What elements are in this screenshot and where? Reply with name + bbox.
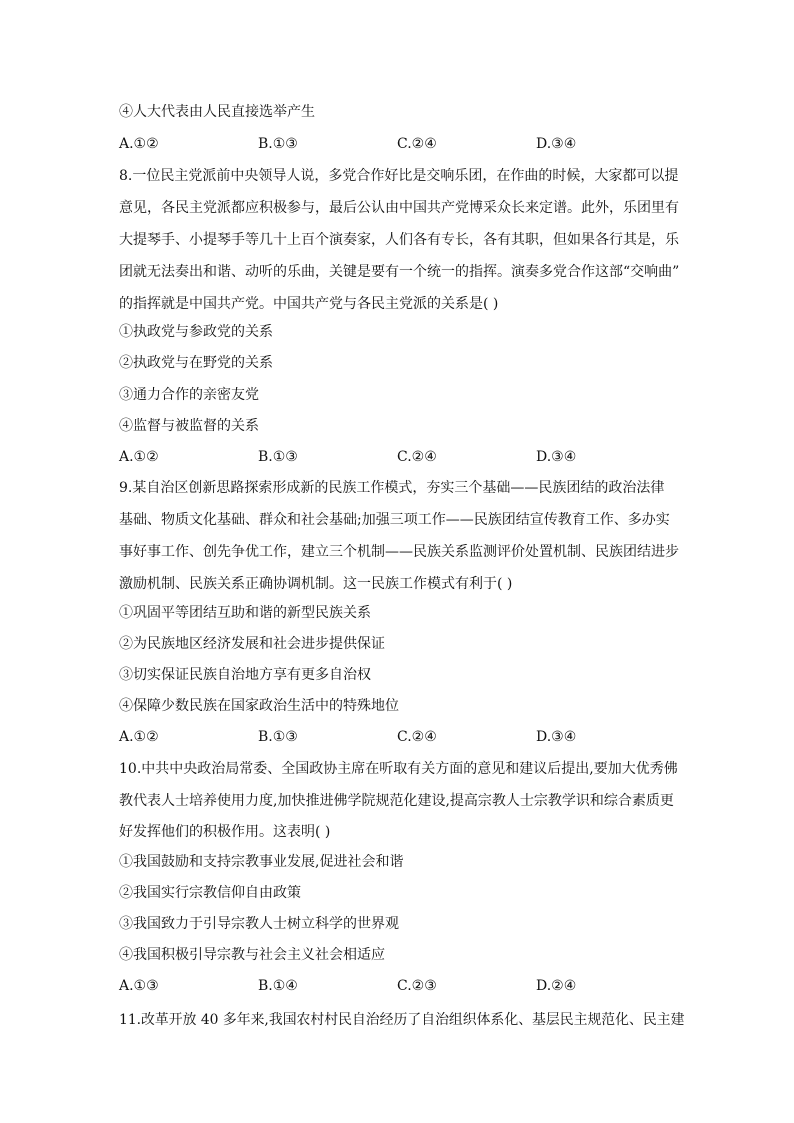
q10-item-4: ④我国积极引导宗教与社会主义社会相适应 — [119, 947, 385, 963]
q8-option-d[interactable]: D.③④ — [536, 449, 577, 465]
q10-item-3: ③我国致力于引导宗教人士树立科学的世界观 — [119, 916, 399, 932]
q7-item-4: ④人大代表由人民直接选举产生 — [119, 104, 315, 120]
q8-option-a[interactable]: A.①② — [119, 449, 159, 465]
q9-option-a[interactable]: A.①② — [119, 729, 159, 745]
q8-stem-line-4: 团就无法奏出和谐、动听的乐曲，关键是要有一个统一的指挥。演奏多党合作这部“交响曲” — [119, 264, 680, 280]
q10-stem-line-2: 教代表人士培养使用力度,加快推进佛学院规范化建设,提高宗教人士宗教学识和综合素质更 — [119, 793, 674, 809]
q10-option-d[interactable]: D.②④ — [536, 978, 577, 994]
q9-item-1: ①巩固平等团结互助和谐的新型民族关系 — [119, 605, 371, 621]
q8-stem-line-2: 意见，各民主党派都应积极参与，最后公认由中国共产党博采众长来定谱。此外，乐团里有 — [119, 200, 679, 216]
q8-options — [119, 447, 719, 467]
q8-item-1: ①执政党与参政党的关系 — [119, 324, 273, 340]
q10-item-2: ②我国实行宗教信仰自由政策 — [119, 885, 301, 901]
q9-options — [119, 727, 719, 747]
q9-stem-line-3: 事好事工作、创先争优工作，建立三个机制——民族关系监测评价处置机制、民族团结进步 — [119, 544, 679, 560]
q10-option-c[interactable]: C.②③ — [397, 978, 437, 994]
q9-item-4: ④保障少数民族在国家政治生活中的特殊地位 — [119, 698, 399, 714]
q10-option-b[interactable]: B.①④ — [258, 978, 298, 994]
q7-option-b[interactable]: B.①③ — [258, 136, 298, 152]
q10-stem-line-3: 好发挥他们的积极作用。这表明( ) — [119, 824, 331, 840]
q10-option-a[interactable]: A.①③ — [119, 978, 159, 994]
q7-option-c[interactable]: C.②④ — [397, 136, 437, 152]
q10-options — [119, 976, 719, 996]
q8-option-c[interactable]: C.②④ — [397, 449, 437, 465]
q8-item-2: ②执政党与在野党的关系 — [119, 355, 273, 371]
q9-item-2: ②为民族地区经济发展和社会进步提供保证 — [119, 636, 385, 652]
q9-option-c[interactable]: C.②④ — [397, 729, 437, 745]
q10-stem-line-1: 10.中共中央政治局常委、全国政协主席在听取有关方面的意见和建议后提出,要加大优秀佛 — [119, 761, 678, 777]
q9-item-3: ③切实保证民族自治地方享有更多自治权 — [119, 667, 371, 683]
q9-stem-line-1: 9.某自治区创新思路探索形成新的民族工作模式，夯实三个基础——民族团结的政治法律 — [119, 480, 665, 496]
q8-stem-line-3: 大提琴手、小提琴手等几十上百个演奏家，人们各有专长，各有其职，但如果各行其是，乐 — [119, 232, 679, 248]
q7-option-a[interactable]: A.①② — [119, 136, 159, 152]
q9-option-b[interactable]: B.①③ — [258, 729, 298, 745]
q8-stem-line-1: 8.一位民主党派前中央领导人说，多党合作好比是交响乐团，在作曲的时候，大家都可以提 — [119, 168, 679, 184]
q8-item-3: ③通力合作的亲密友党 — [119, 387, 259, 403]
q7-options — [119, 134, 719, 154]
q8-item-4: ④监督与被监督的关系 — [119, 418, 259, 434]
q9-option-d[interactable]: D.③④ — [536, 729, 577, 745]
q10-item-1: ①我国鼓励和支持宗教事业发展,促进社会和谐 — [119, 854, 404, 870]
q9-stem-line-4: 激励机制、民族关系正确协调机制。这一民族工作模式有利于( ) — [119, 576, 513, 592]
q11-stem-line-1: 11.改革开放 40 多年来,我国农村村民自治经历了自治组织体系化、基层民主规范化、民主建 — [119, 1012, 685, 1028]
q9-stem-line-2: 基础、物质文化基础、群众和社会基础;加强三项工作——民族团结宣传教育工作、多办实 — [119, 512, 670, 528]
q8-stem-line-5: 的指挥就是中国共产党。中国共产党与各民主党派的关系是( ) — [119, 296, 499, 312]
q7-option-d[interactable]: D.③④ — [536, 136, 577, 152]
q8-option-b[interactable]: B.①③ — [258, 449, 298, 465]
